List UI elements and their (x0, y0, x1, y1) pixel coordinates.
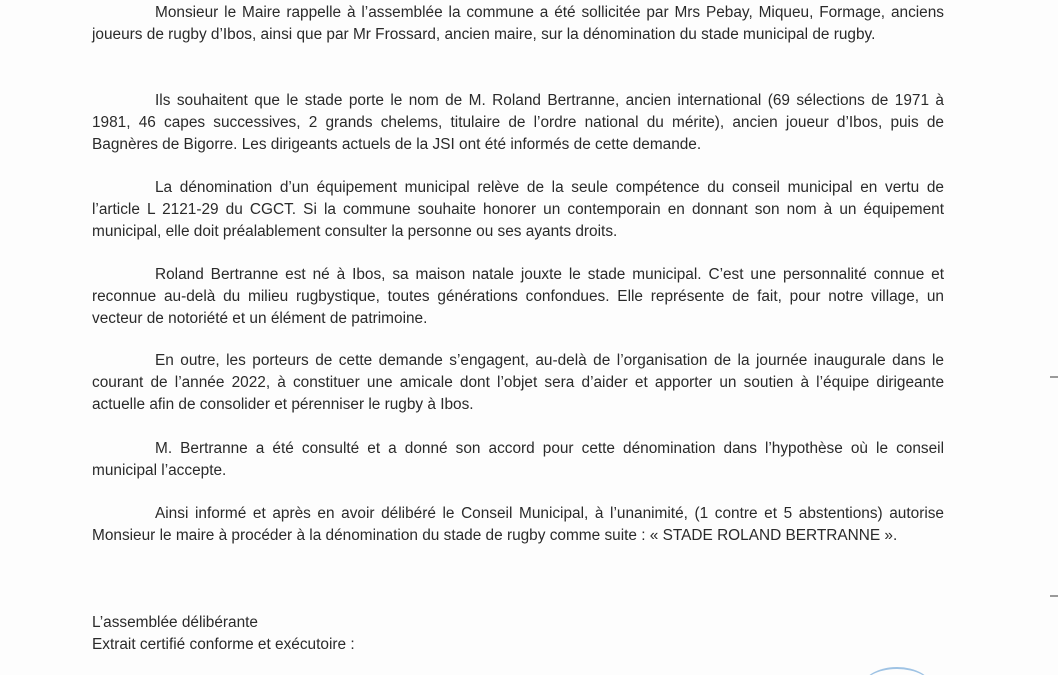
paragraph-consent: M. Bertranne a été consulté et a donné son accord pour cette dénomination dans l’hypothèse où le conseil municipal l’accepte. (92, 440, 944, 479)
scan-edge-mark (1050, 595, 1058, 597)
closing-assembly-label: L’assemblée délibérante (92, 614, 258, 631)
paragraph-amicale-commitment: En outre, les porteurs de cette demande s’engagent, au-delà de l’organisation de la journée inaugurale dans le courant de l’année 2022, à constituer une amicale dont l’objet sera d’aider et apporter un soutien à l’équipe dirigeante actuelle afin de consolider et pérenniser le rugby à Ibos. (92, 352, 944, 413)
paragraph-decision: Ainsi informé et après en avoir délibéré le Conseil Municipal, à l’unanimité, (1 contre et 5 abstentions) autorise Monsieur le maire à procéder à la dénomination du stade de rugby comme suite : « STADE ROLAND BERTRANNE ». (92, 505, 944, 544)
paragraph-request-origin: Monsieur le Maire rappelle à l’assemblée la commune a été sollicitée par Mrs Pebay, Miqueu, Formage, anciens joueurs de rugby d’Ibos, ainsi que par Mr Frossard, ancien maire, sur la dénomination du stade municipal de rugby. (92, 4, 944, 43)
paragraph-heritage: Roland Bertranne est né à Ibos, sa maison natale jouxte le stade municipal. C’est une personnalité connue et reconnue au-delà du milieu rugbystique, toutes générations confondues. Elle représente de fait, pour notre village, un vecteur de notoriété et un élément de patrimoine. (92, 266, 944, 327)
paragraph-bertranne-career: Ils souhaitent que le stade porte le nom de M. Roland Bertranne, ancien international (69 sélections de 1971 à 1981, 46 capes successives, 2 grands chelems, titulaire de l’ordre national du mérite), ancien joueur d’Ibos, puis de Bagnères de Bigorre. Les dirigeants actuels de la JSI ont été informés de cette demande. (92, 92, 944, 153)
closing-certification-label: Extrait certifié conforme et exécutoire : (92, 636, 355, 653)
official-stamp-edge (862, 667, 932, 675)
paragraph-legal-basis: La dénomination d’un équipement municipal relève de la seule compétence du conseil municipal en vertu de l’article L 2121-29 du CGCT. Si la commune souhaite honorer un contemporain en donnant son nom à un équipement municipal, elle doit préalablement consulter la personne ou ses ayants droits. (92, 179, 944, 240)
scan-edge-mark (1050, 376, 1058, 378)
